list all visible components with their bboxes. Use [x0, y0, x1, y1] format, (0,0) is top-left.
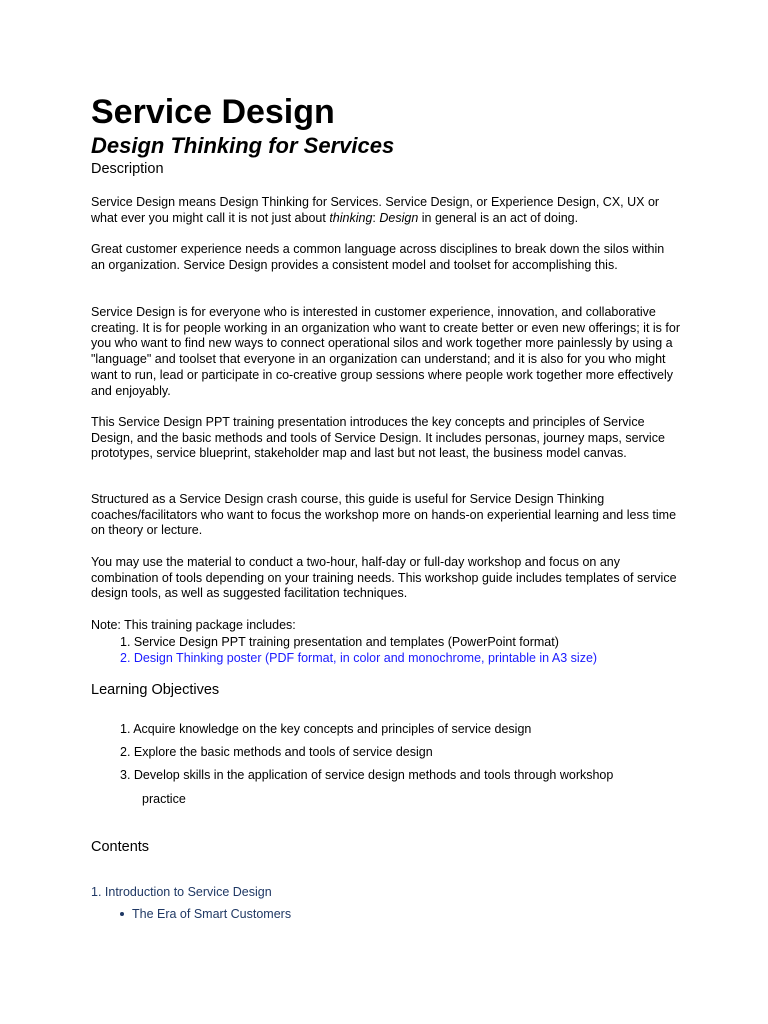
contents-heading: Contents	[91, 839, 150, 855]
paragraph-4: This Service Design PPT training presentation introduces the key concepts and principles of Service Design, and the basic methods and tools of Service Design. It includes personas, journey maps, service prototypes, service blueprint, stakeholder map and last but not least, the business model canvas.	[91, 415, 665, 461]
note-list	[91, 634, 597, 666]
objective-item-3-continuation: practice	[142, 792, 186, 806]
paragraph-5: Structured as a Service Design crash course, this guide is useful for Service Design Thinking coaches/facilitators who want to focus the workshop more on hands-on experiential learning and less time on theory or lecture.	[91, 492, 677, 538]
toc-subitem-1[interactable]	[120, 907, 291, 921]
paragraph-1-emphasis-design: Design	[379, 210, 419, 225]
paragraph-3: Service Design is for everyone who is interested in customer experience, innovation, and collaborative creating. It is for people working in an organization who want to create better or even new offerings; it is for you who want to find new ways to connect operational silos and work together more painlessly by using a "language" and toolset that everyone in an organization can understand; and it is also for you who might want to run, lead or participate in co-creative group sessions where people work together more effectively and enjoyably.	[91, 305, 680, 398]
objective-item-2: 2. Explore the basic methods and tools of service design	[120, 745, 433, 759]
objective-item-1: 1. Acquire knowledge on the key concepts and principles of service design	[120, 722, 532, 736]
note-item-2-link[interactable]: 2. Design Thinking poster (PDF format, in color and monochrome, printable in A3 size)	[120, 651, 598, 665]
bullet-icon	[120, 912, 124, 916]
page-subtitle: Design Thinking for Services	[91, 133, 395, 158]
paragraph-2: Great customer experience needs a common language across disciplines to break down the silos within an organization. Service Design provides a consistent model and toolset for accomplishing this.	[91, 242, 665, 272]
paragraph-1	[91, 195, 681, 226]
paragraph-1-text-end: in general is an act of doing.	[418, 210, 579, 225]
toc-subitem-1-label: The Era of Smart Customers	[132, 907, 292, 921]
paragraph-6: You may use the material to conduct a two-hour, half-day or full-day workshop and focus on any combination of tools depending on your training needs. This workshop guide includes templates of service design tools, as well as suggested facilitation techniques.	[91, 555, 677, 601]
paragraph-1-text: Service Design means Design Thinking for Services. Service Design, or Experience Design, CX, UX or what ever you might call it is not just about	[91, 195, 660, 225]
paragraph-1-emphasis-thinking: thinking	[329, 210, 373, 225]
note-item-1: 1. Service Design PPT training presentation and templates (PowerPoint format)	[120, 635, 559, 649]
note-intro: Note: This training package includes:	[91, 618, 296, 632]
page-title: Service Design	[91, 93, 335, 131]
objective-item-3: 3. Develop skills in the application of service design methods and tools through workshop	[120, 768, 614, 782]
paragraph-1-separator: :	[372, 210, 380, 225]
toc-item-1-link[interactable]: 1. Introduction to Service Design	[91, 885, 272, 899]
learning-objectives-heading: Learning Objectives	[91, 682, 220, 698]
description-heading: Description	[91, 161, 164, 177]
